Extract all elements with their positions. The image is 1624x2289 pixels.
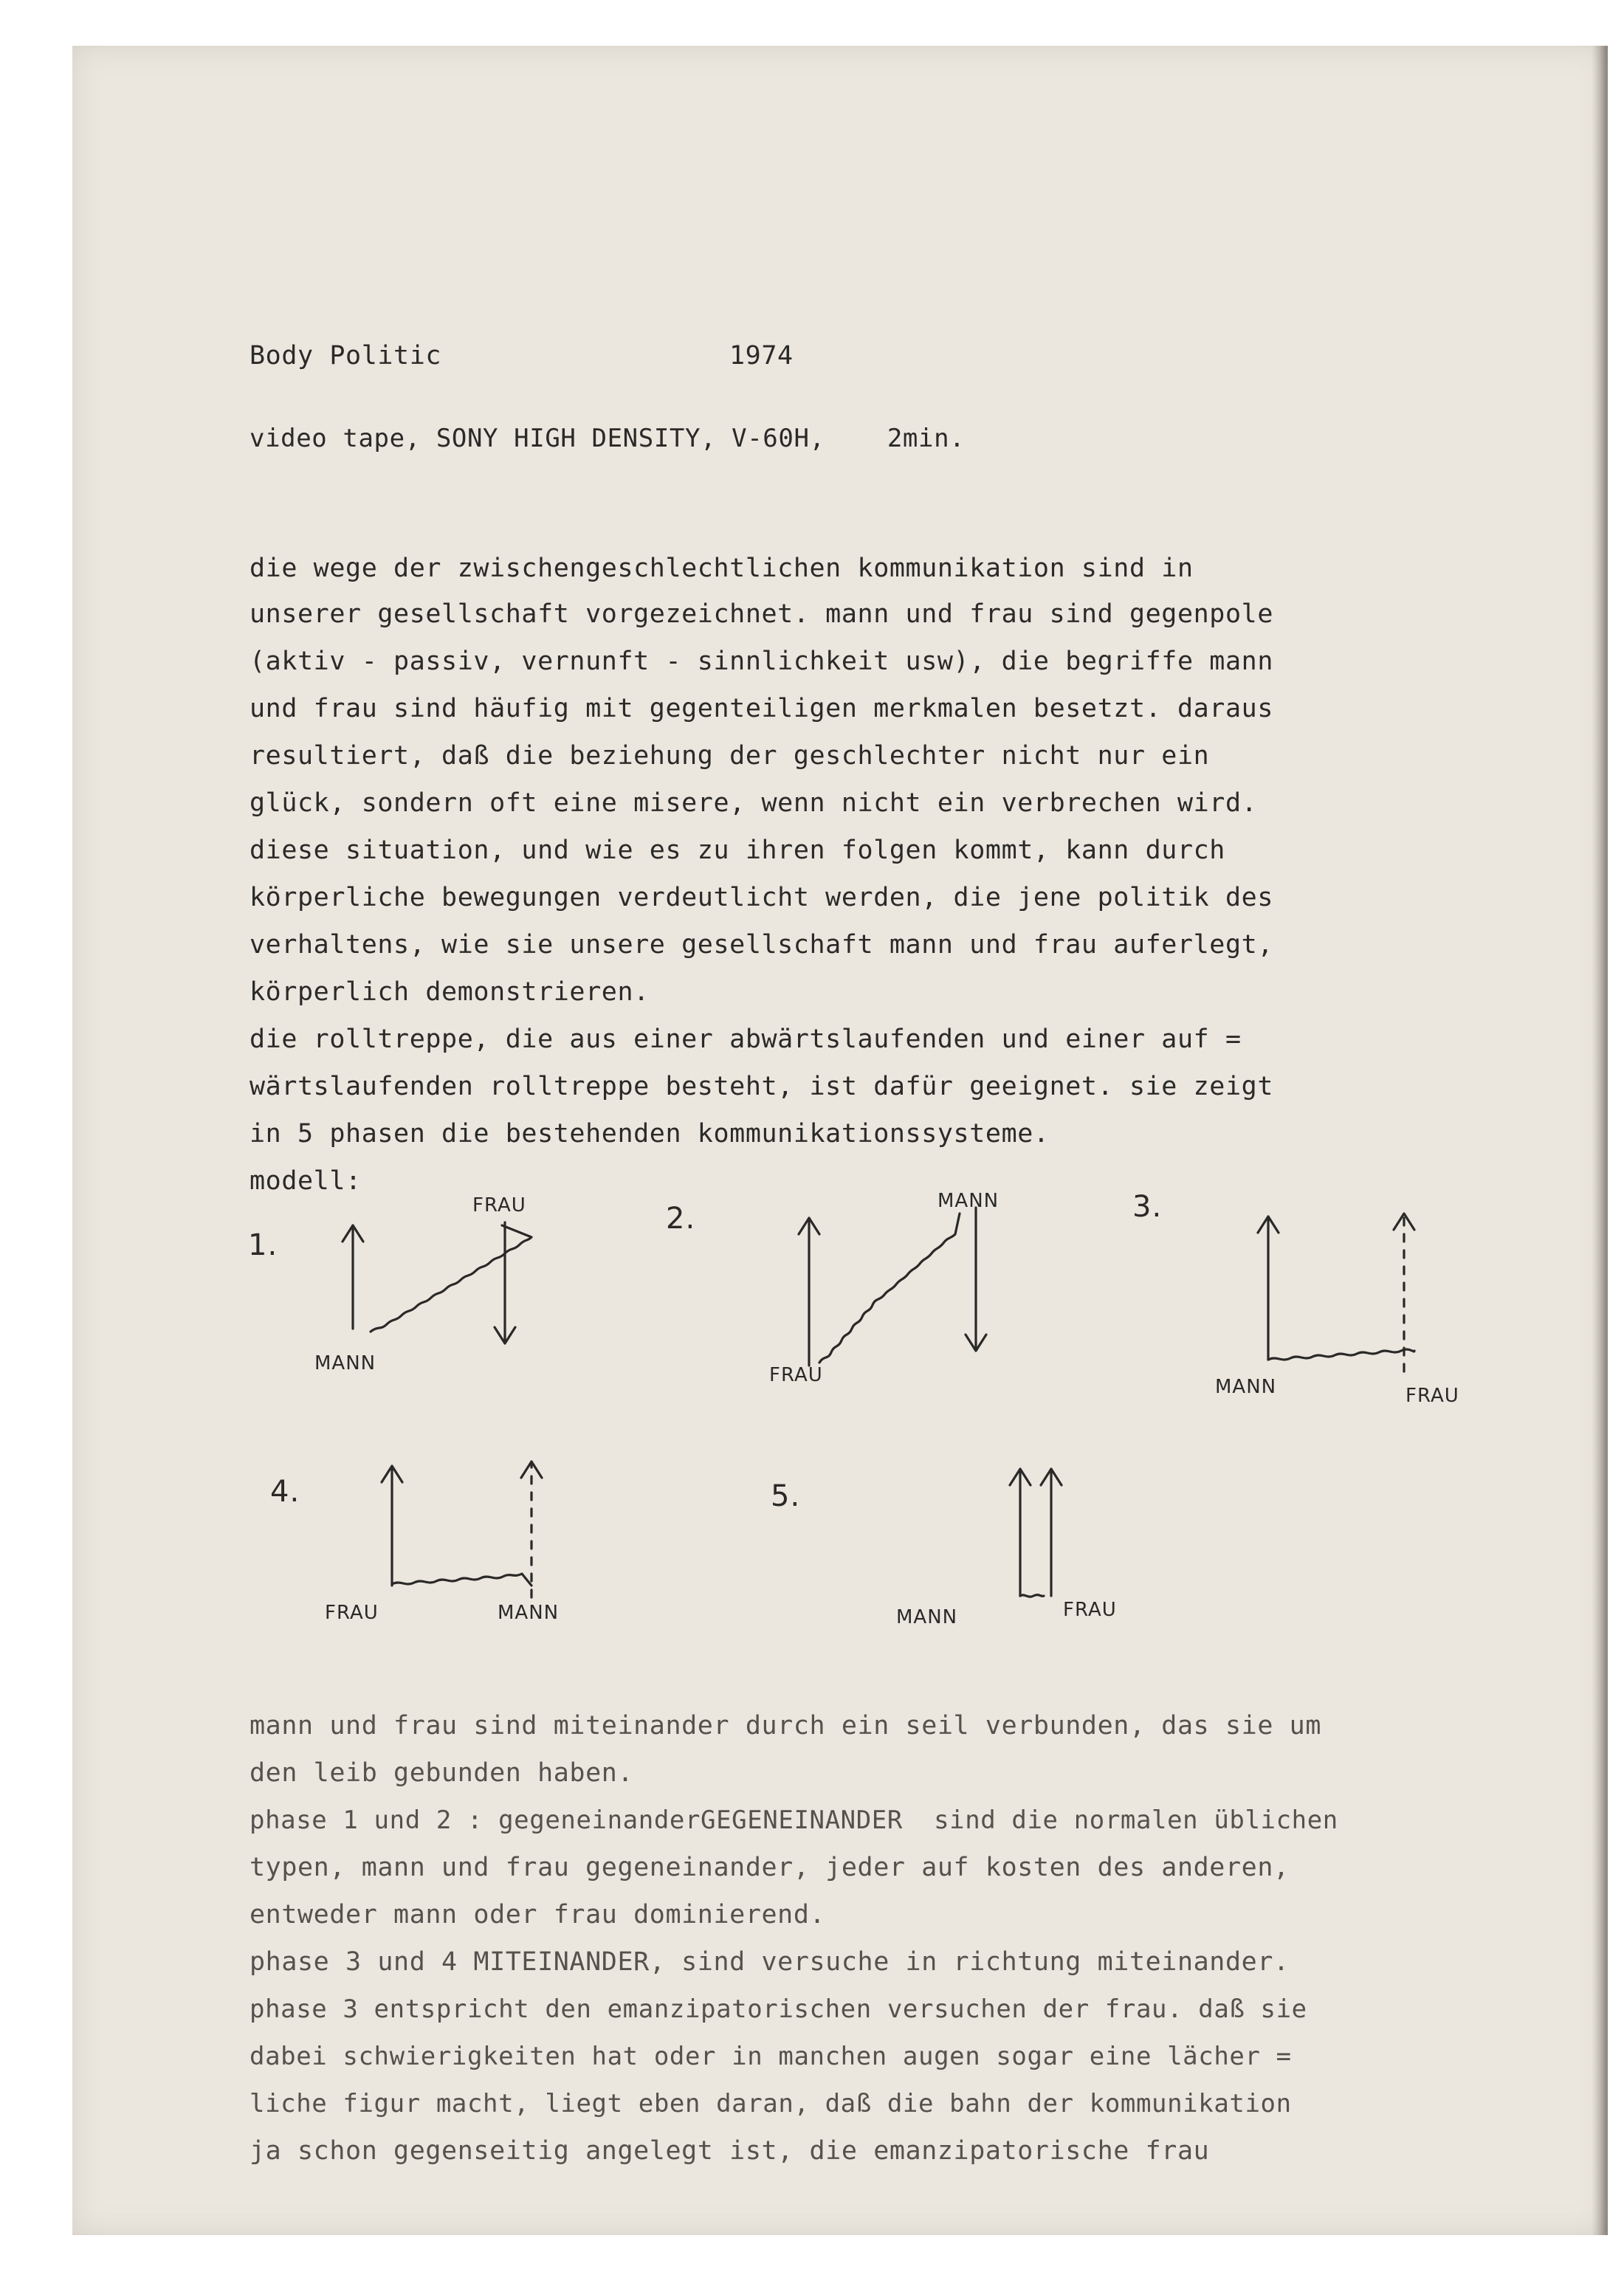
body-line: mann und frau sind miteinander durch ein seil verbunden, das sie um xyxy=(250,1711,1322,1741)
phase-1-label-mann: MANN xyxy=(314,1352,376,1374)
phase-4-label-frau: FRAU xyxy=(325,1602,379,1624)
body-line: in 5 phasen die bestehenden kommunikationssysteme. xyxy=(250,1119,1050,1149)
up-arrow xyxy=(1041,1469,1062,1596)
phase-number: 2. xyxy=(666,1202,696,1236)
body-line: glück, sondern oft eine misere, wenn nicht ein verbrechen wird. xyxy=(250,788,1258,818)
up-arrow xyxy=(382,1466,402,1586)
body-line: phase 3 entspricht den emanzipatorischen versuchen der frau. daß sie xyxy=(250,1994,1307,2024)
body-line: resultiert, daß die beziehung der geschlechter nicht nur ein xyxy=(250,741,1210,771)
body-line: körperlich demonstrieren. xyxy=(250,977,650,1007)
body-line: diese situation, und wie es zu ihren folgen kommt, kann durch xyxy=(250,836,1225,865)
body-line: typen, mann und frau gegeneinander, jeder auf kosten des anderen, xyxy=(250,1853,1290,1882)
body-line: körperliche bewegungen verdeutlicht werden, die jene politik des xyxy=(250,883,1273,912)
phase-1-label-frau: FRAU xyxy=(472,1194,526,1216)
phase-4-label-mann: MANN xyxy=(498,1602,560,1624)
phase-5-label-frau: FRAU xyxy=(1063,1599,1117,1621)
body-line: (aktiv - passiv, vernunft - sinnlichkeit usw), die begriffe mann xyxy=(250,647,1273,676)
body-line: ja schon gegenseitig angelegt ist, die emanzipatorische frau xyxy=(250,2136,1210,2166)
rope-line xyxy=(1020,1595,1044,1597)
body-line: phase 1 und 2 : gegeneinanderGEGENEINANDER sind die normalen üblichen xyxy=(250,1806,1338,1835)
up-arrow xyxy=(343,1225,363,1329)
phase-3-label-frau: FRAU xyxy=(1405,1385,1459,1407)
phase-number: 5. xyxy=(771,1479,801,1513)
phase-2-label-frau: FRAU xyxy=(769,1364,823,1386)
body-line: verhaltens, wie sie unsere gesellschaft mann und frau auferlegt, xyxy=(250,930,1273,960)
up-arrow xyxy=(1010,1469,1031,1596)
rope-line xyxy=(1268,1349,1414,1360)
phase-5-label-mann: MANN xyxy=(896,1606,958,1628)
document-title: Body Politic xyxy=(250,341,442,371)
medium-line: video tape, SONY HIGH DENSITY, V-60H, 2min. xyxy=(250,424,966,453)
body-line: wärtslaufenden rolltreppe besteht, ist dafür geeignet. sie zeigt xyxy=(250,1072,1273,1101)
down-arrow xyxy=(495,1222,515,1343)
body-line: die wege der zwischengeschlechtlichen kommunikation sind in xyxy=(250,554,1194,583)
phase-number: 3. xyxy=(1132,1190,1163,1224)
phase-3-label-mann: MANN xyxy=(1215,1376,1277,1398)
model-heading: modell: xyxy=(250,1166,362,1196)
phase-2-sketch xyxy=(799,1208,986,1366)
body-line: die rolltreppe, die aus einer abwärtslaufenden und einer auf = xyxy=(250,1025,1242,1054)
up-arrow xyxy=(1258,1216,1279,1360)
rope-line xyxy=(819,1214,960,1363)
body-line: phase 3 und 4 MITEINANDER, sind versuche in richtung miteinander. xyxy=(250,1947,1290,1977)
body-line: dabei schwierigkeiten hat oder in manchen augen sogar eine lächer = xyxy=(250,2042,1292,2071)
phase-3-sketch xyxy=(1258,1214,1414,1371)
phase-5-sketch xyxy=(1010,1469,1062,1597)
document-year: 1974 xyxy=(729,341,794,371)
rope-line xyxy=(392,1574,531,1586)
rope-line xyxy=(371,1225,531,1332)
body-line: entweder mann oder frau dominierend. xyxy=(250,1900,826,1930)
phase-number: 4. xyxy=(270,1475,300,1509)
body-line: liche figur macht, liegt eben daran, daß die bahn der kommunikation xyxy=(250,2089,1292,2118)
body-line: und frau sind häufig mit gegenteiligen merkmalen besetzt. daraus xyxy=(250,694,1273,723)
phase-4-sketch xyxy=(382,1462,542,1597)
body-line: den leib gebunden haben. xyxy=(250,1758,634,1788)
down-arrow xyxy=(966,1208,986,1351)
up-arrow xyxy=(799,1218,819,1366)
body-line: unserer gesellschaft vorgezeichnet. mann und frau sind gegenpole xyxy=(250,599,1273,629)
phase-number: 1. xyxy=(248,1228,278,1262)
phase-1-sketch xyxy=(343,1222,531,1343)
phase-2-label-mann: MANN xyxy=(937,1190,999,1212)
